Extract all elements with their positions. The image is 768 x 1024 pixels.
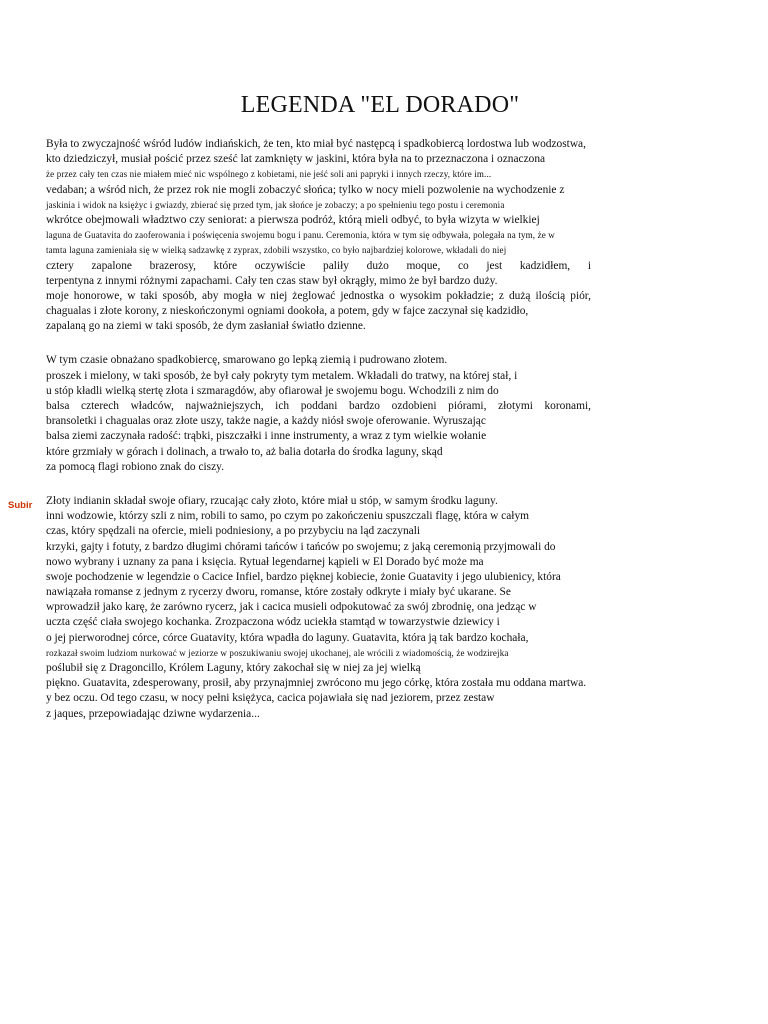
- text-line: proszek i mielony, w taki sposób, że był cały pokryty tym metalem. Wkładali do tratwy, na której stał, i: [46, 369, 518, 382]
- text-line: poślubił się z Dragoncillo, Królem Laguny, który zakochał się w niej za jej wielką: [46, 662, 421, 674]
- text-line: nawiązała romanse z jednym z rycerzy dworu, romanse, które zostały odkryte i miały być ukarane. Se: [46, 586, 511, 599]
- text-line: za pomocą flagi robiono znak do ciszy.: [46, 460, 224, 473]
- text-line: które grzmiały w górach i dolinach, a trwało to, aż balia dotarła do środka laguny, skąd: [46, 445, 443, 458]
- paragraph-1: [46, 137, 591, 334]
- text-line: cztery zapalone brazerosy, które oczywiście paliły dużo moque, co jest kadzidłem, i: [46, 259, 591, 272]
- text-line: uczta część ciała swojego kochanka. Zrozpaczona wódz uciekła stamtąd w towarzystwie dziewicy i: [46, 616, 500, 629]
- paragraph-2: [46, 353, 591, 475]
- text-line: wkrótce obejmowali władztwo czy seniorat: a pierwsza podróż, którą mieli odbyć, to była wizyta w wielkiej: [46, 213, 540, 226]
- text-line: kto dziedziczył, musiał pościć przez sześć lat zamknięty w jaskini, która była na to przeznaczona i oznaczona: [46, 153, 546, 166]
- text-line: moje honorowe, w taki sposób, aby mogła w niej żeglować jednostka o wysokim pokładzie; z dużą ilością piór,: [46, 289, 591, 302]
- text-line: swoje pochodzenie w legendzie o Cacice Infiel, bardzo pięknej kobiecie, żonie Guatavity i jego ulubienicy, która: [46, 570, 561, 583]
- text-line: chagualas i złote korony, z nieskończonymi ogniami dookoła, a potem, gdy w fajce zaczynał się kadzidło,: [46, 305, 529, 318]
- page-title: LEGENDA "EL DORADO": [240, 92, 520, 118]
- article-body: [46, 137, 591, 722]
- back-to-top-link[interactable]: Subir: [8, 500, 33, 511]
- paragraph-3: [46, 494, 591, 722]
- text-line: Złoty indianin składał swoje ofiary, rzucając cały złoto, które miał u stóp, w samym środku laguny.: [46, 494, 498, 507]
- text-line: zapalaną go na ziemi w taki sposób, że dym zasłaniał światło dzienne.: [46, 320, 366, 333]
- text-line: bransoletki i chagualas oraz złote uszy, także nagie, a każdy niósł swoje oferowanie. Wyruszając: [46, 415, 486, 428]
- text-line: balsa czterech władców, najważniejszych, ich poddani bardzo ozdobieni piórami, złotymi koronami,: [46, 400, 591, 412]
- text-line: piękno. Guatavita, zdesperowany, prosił, aby przynajmniej zwrócono mu jego córkę, która została mu oddana martwa.: [46, 677, 587, 690]
- text-line: z jaques, przepowiadając dziwne wydarzenia...: [46, 707, 260, 720]
- text-line: nowo wybrany i uznany za pana i księcia. Rytuał legendarnej kąpieli w El Dorado być może ma: [46, 555, 484, 568]
- text-line: wprowadził jako karę, że zarówno rycerz, jak i cacica musieli odpokutować za swój zbrodnię, ona jedząc w: [46, 601, 537, 614]
- text-line: y bez oczu. Od tego czasu, w nocy pełni księżyca, cacica pojawiała się nad jeziorem, przez zestaw: [46, 692, 495, 705]
- text-line: Była to zwyczajność wśród ludów indiańskich, że ten, kto miał być następcą i spadkobiercą lordostwa lub wodzostwa,: [46, 138, 586, 150]
- text-line: czas, który spędzali na ofercie, mieli podniesiony, a po przybyciu na ląd zaczynali: [46, 525, 421, 538]
- text-line: terpentyna z innymi różnymi zapachami. Cały ten czas staw był okrągły, mimo że był bardzo duży.: [46, 274, 498, 287]
- text-line: W tym czasie obnażano spadkobiercę, smarowano go lepką ziemią i pudrowano złotem.: [46, 354, 448, 367]
- text-line: u stóp kładli wielką stertę złota i szmaragdów, aby ofiarował je swojemu bogu. Wchodzili z nim do: [46, 384, 499, 397]
- text-line: jaskinia i widok na księżyc i gwiazdy, zbierać się przed tym, jak słońce je zobaczy; a po spełnieniu tego postu i ceremonia: [46, 199, 505, 210]
- text-line: rozkazał swoim ludziom nurkować w jeziorze w poszukiwaniu swojej ukochanej, ale wrócili z wiadomością, że wodzirejka: [46, 647, 509, 658]
- text-line: inni wodzowie, którzy szli z nim, robili to samo, po czym po zakończeniu spuszczali flagę, która w całym: [46, 510, 530, 523]
- text-line: krzyki, gajty i fotuty, z bardzo długimi chórami tańców i tańców po swojemu; z jaką ceremonią przyjmowali do: [46, 540, 556, 553]
- text-line: vedaban; a wśród nich, że przez rok nie mogli zobaczyć słońca; tylko w nocy mieli pozwolenie na wychodzenie z: [46, 183, 565, 196]
- text-line: że przez cały ten czas nie miałem mieć nic wspólnego z kobietami, nie jeść soli ani papryki i innych rzeczy, które im...: [46, 169, 492, 180]
- text-line: tamta laguna zamieniała się w wielką sadzawkę z zyprax, zdobili wszystko, co było najbardziej kolorowe, wkładali do niej: [46, 245, 507, 256]
- text-line: balsa ziemi zaczynała radość: trąbki, piszczałki i inne instrumenty, a wraz z tym wielkie wołanie: [46, 430, 487, 443]
- text-line: o jej pierworodnej córce, córce Guatavity, która wpadła do laguny. Guatavita, która ją tak bardzo kochała,: [46, 631, 529, 644]
- text-line: laguna de Guatavita do zaoferowania i poświęcenia swojemu bogu i panu. Ceremonia, która w tym się odbywała, polegała na tym, że w: [46, 230, 555, 241]
